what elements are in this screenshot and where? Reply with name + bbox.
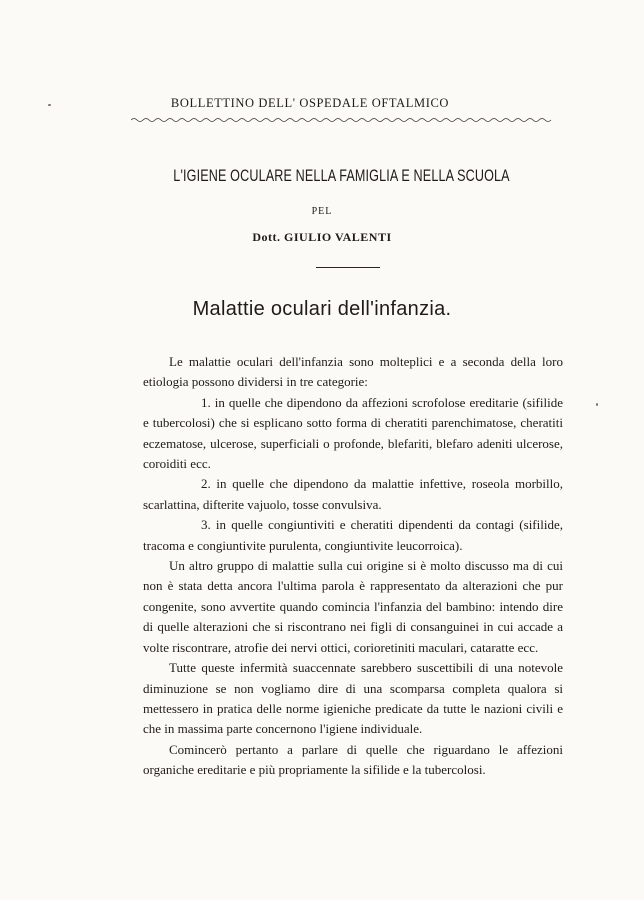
category-item-2: 2. in quelle che dipendono da malattie infettive, roseola morbillo, scarlattina, difterite vajuolo, tosse convulsiva. xyxy=(143,476,563,512)
article-title: L'IGIENE OCULARE NELLA FAMIGLIA E NELLA SCUOLA xyxy=(173,166,510,185)
section-title: Malattie oculari dell'infanzia. xyxy=(192,298,452,320)
paper-speck xyxy=(48,104,51,106)
author-name: Dott. GIULIO VALENTI xyxy=(252,230,392,244)
paragraph-congenital: Un altro gruppo di malattie sulla cui origine si è molto discusso ma di cui non è stata detta ancora l'ultima parola è rappresentato da alterazioni che pur congenite, sono avvertite quando comincia l'infanzia del bambino: intendo dire di quelle alterazioni che si riscontrano nei figli di consanguinei in cui accade a volte riscontrare, atrofie dei nervi ottici, corioretiniti maculari, cataratte ecc. xyxy=(143,558,563,655)
running-head: BOLLETTINO DELL' OSPEDALE OFTALMICO xyxy=(170,96,450,110)
paragraph-intro: Le malattie oculari dell'infanzia sono molteplici e a seconda della loro etiologia possono dividersi in tre categorie: xyxy=(143,354,563,390)
byline-pel: PEL xyxy=(311,206,333,217)
decorative-wavy-rule xyxy=(131,116,553,124)
paragraph-prevention: Tutte queste infermità suaccennate sarebbero suscettibili di una notevole diminuzione se non vogliamo dire di una scomparsa completa qualora si mettessero in pratica delle norme igieniche predicate da tutte le nazioni civili e che in massima parte concernono l'igiene individuale. xyxy=(143,660,563,737)
category-item-1: 1. in quelle che dipendono da affezioni scrofolose ereditarie (sifilide e tubercolosi) che si esplicano sotto forma di cheratiti parenchimatose, cheratiti eczematose, ulcerose, superficiali o profonde, blefariti, blefaro adeniti ulcerose, coroiditi ecc. xyxy=(143,394,563,472)
paragraph-conclusion: Comincerò pertanto a parlare di quelle che riguardano le affezioni organiche ereditarie e più propriamente la sifilide e la tubercolosi. xyxy=(143,741,563,778)
article-body xyxy=(143,352,563,781)
category-item-3: 3. in quelle congiuntiviti e cheratiti dipendenti da contagi (sifilide, tracoma e congiuntivite purulenta, congiuntivite leucorroica). xyxy=(143,517,563,553)
paper-speck xyxy=(596,403,598,406)
title-divider xyxy=(316,267,380,268)
